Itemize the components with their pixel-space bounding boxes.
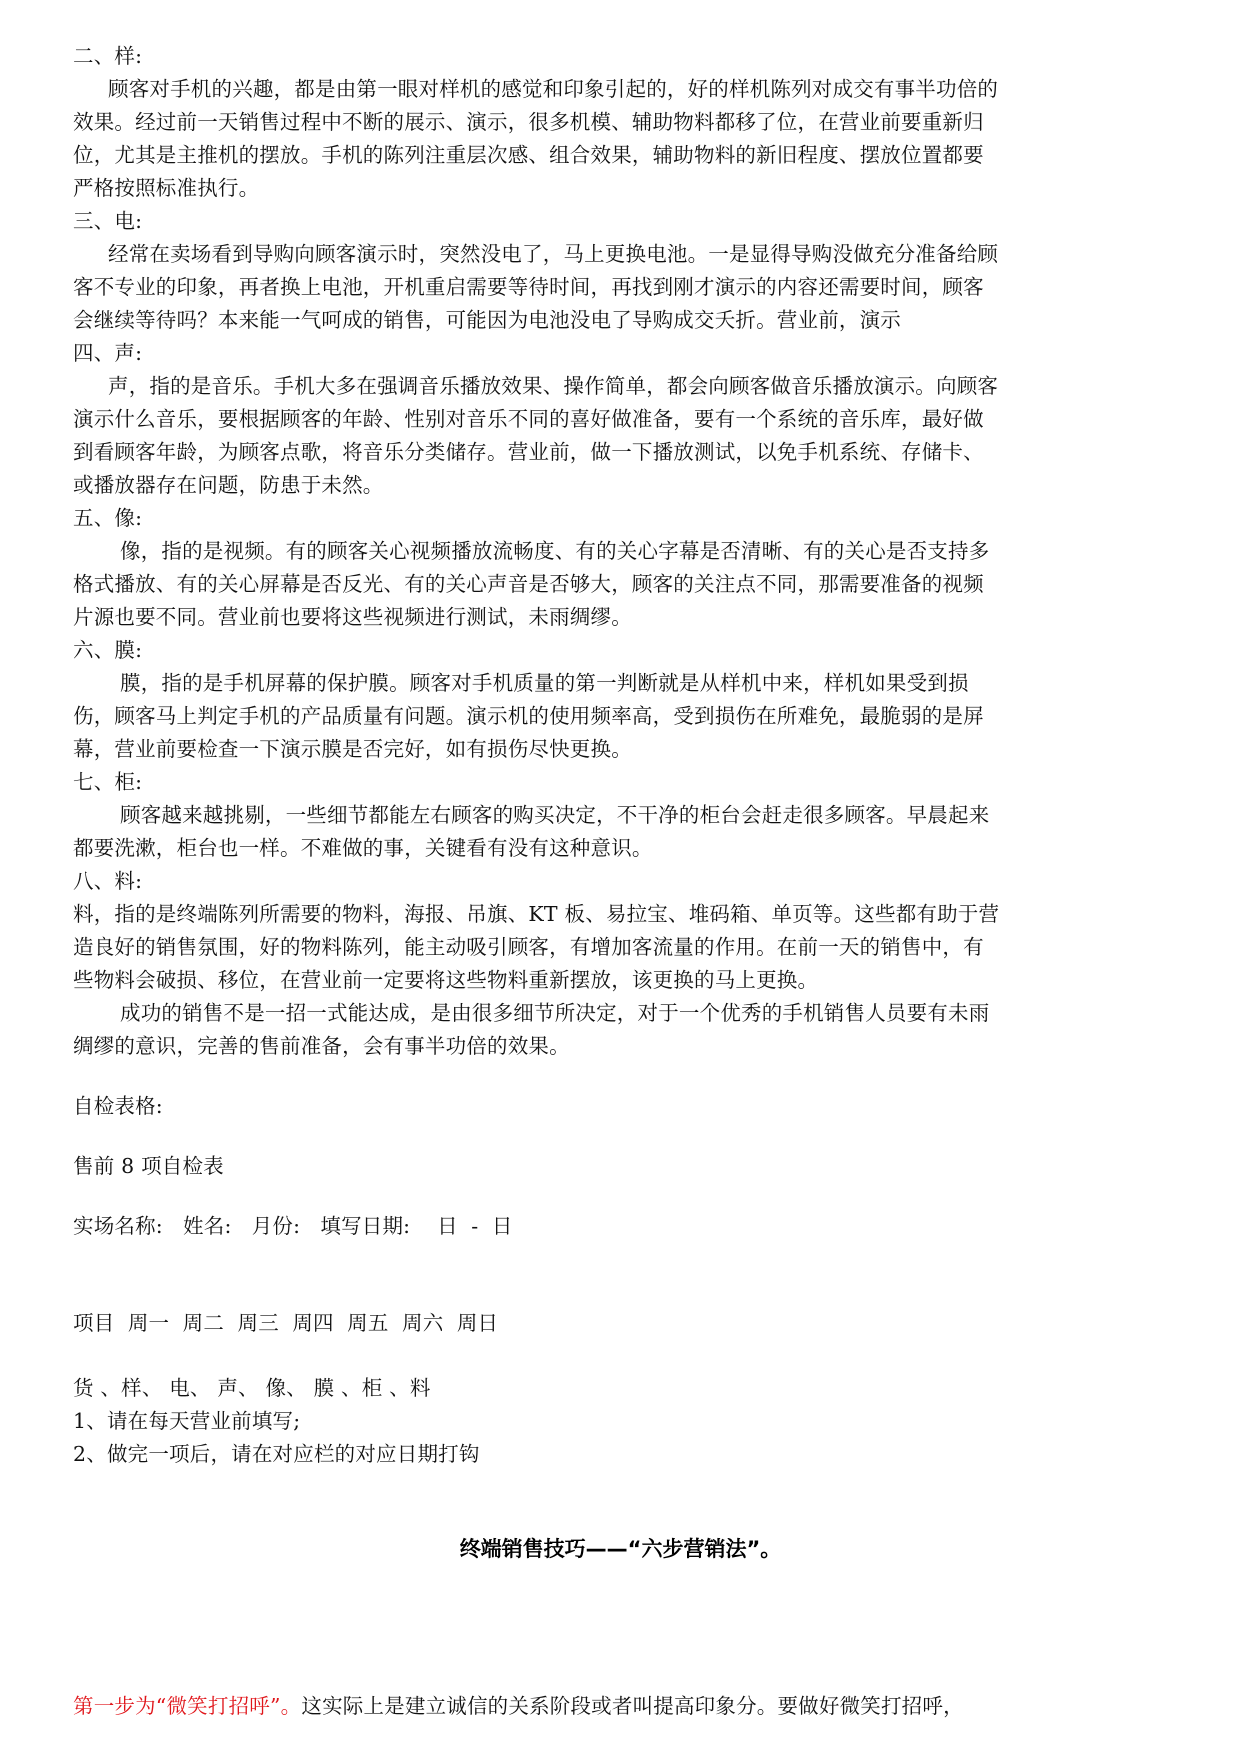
checklist-note: 1、请在每天营业前填写; [73, 1409, 301, 1433]
paragraph-line: 伤，顾客马上判定手机的产品质量有问题。演示机的使用频率高，受到损伤在所难免，最脆弱的是屏 [73, 704, 984, 728]
checklist-items-row: 货 、样、 电、 声、 像、 膜 、柜 、料 [73, 1376, 431, 1400]
paragraph-line: 客不专业的印象，再者换上电池，开机重启需要等待时间，再找到刚才演示的内容还需要时间，顾客 [73, 275, 984, 299]
paragraph-line: 顾客越来越挑剔，一些细节都能左右顾客的购买决定，不干净的柜台会赶走很多顾客。早晨起来 [120, 803, 990, 827]
step-1-label: 第一步为“微笑打招呼”。 [73, 1694, 302, 1718]
section-heading-power: 三、电: [73, 209, 143, 233]
section-heading-counter: 七、柜: [73, 770, 143, 794]
checklist-note: 2、做完一项后，请在对应栏的对应日期打钩 [73, 1442, 480, 1466]
step-1-line [73, 1690, 1178, 1723]
paragraph-line: 造良好的销售氛围，好的物料陈列，能主动吸引顾客，有增加客流量的作用。在前一天的销售中，有 [73, 935, 984, 959]
paragraph-line: 声，指的是音乐。手机大多在强调音乐播放效果、操作简单，都会向顾客做音乐播放演示。向顾客 [108, 374, 999, 398]
section-heading-sound: 四、声: [73, 341, 143, 365]
step-1-text: 这实际上是建立诚信的关系阶段或者叫提高印象分。要做好微笑打招呼， [301, 1694, 964, 1718]
paragraph-line: 位，尤其是主推机的摆放。手机的陈列注重层次感、组合效果，辅助物料的新旧程度、摆放位置都要 [73, 143, 984, 167]
checklist-info-row: 实场名称: 姓名: 月份: 填写日期: 日 - 日 [73, 1214, 513, 1238]
paragraph-line: 效果。经过前一天销售过程中不断的展示、演示，很多机模、辅助物料都移了位，在营业前要重新归 [73, 110, 984, 134]
paragraph-line: 经常在卖场看到导购向顾客演示时，突然没电了，马上更换电池。一是显得导购没做充分准备给顾 [108, 242, 999, 266]
paragraph-line: 到看顾客年龄，为顾客点歌，将音乐分类储存。营业前，做一下播放测试，以免手机系统、存储卡、 [73, 440, 984, 464]
paragraph-line: 幕，营业前要检查一下演示膜是否完好，如有损伤尽快更换。 [73, 737, 632, 761]
chapter-title: 终端销售技巧——“六步营销法”。 [459, 1537, 782, 1561]
paragraph-line: 片源也要不同。营业前也要将这些视频进行测试，未雨绸缪。 [73, 605, 632, 629]
paragraph-line: 像，指的是视频。有的顾客关心视频播放流畅度、有的关心字幕是否清晰、有的关心是否支持多 [120, 539, 990, 563]
section-heading-material: 八、料: [73, 869, 143, 893]
conclusion-line: 绸缪的意识，完善的售前准备，会有事半功倍的效果。 [73, 1034, 570, 1058]
paragraph-line: 或播放器存在问题，防患于未然。 [73, 473, 384, 497]
paragraph-line: 料，指的是终端陈列所需要的物料，海报、吊旗、KT 板、易拉宝、堆码箱、单页等。这些都有助于营 [73, 902, 1000, 926]
conclusion-line: 成功的销售不是一招一式能达成，是由很多细节所决定，对于一个优秀的手机销售人员要有未雨 [120, 1001, 990, 1025]
paragraph-line: 严格按照标准执行。 [73, 176, 260, 200]
paragraph-line: 都要洗漱，柜台也一样。不难做的事，关键看有没有这种意识。 [73, 836, 653, 860]
checklist-table-title: 售前 8 项自检表 [73, 1154, 224, 1178]
section-heading-video: 五、像: [73, 506, 143, 530]
section-heading-sample: 二、样: [73, 44, 143, 68]
checklist-label: 自检表格: [73, 1094, 163, 1118]
paragraph-line: 格式播放、有的关心屏幕是否反光、有的关心声音是否够大，顾客的关注点不同，那需要准备的视频 [73, 572, 984, 596]
paragraph-line: 膜，指的是手机屏幕的保护膜。顾客对手机质量的第一判断就是从样机中来，样机如果受到损 [120, 671, 969, 695]
paragraph-line: 顾客对手机的兴趣，都是由第一眼对样机的感觉和印象引起的，好的样机陈列对成交有事半功倍的 [108, 77, 999, 101]
paragraph-line: 些物料会破损、移位，在营业前一定要将这些物料重新摆放，该更换的马上更换。 [73, 968, 819, 992]
paragraph-line: 会继续等待吗？本来能一气呵成的销售，可能因为电池没电了导购成交夭折。营业前，演示 [73, 308, 901, 332]
paragraph-line: 演示什么音乐，要根据顾客的年龄、性别对音乐不同的喜好做准备，要有一个系统的音乐库，最好做 [73, 407, 984, 431]
checklist-header-row: 项目 周一 周二 周三 周四 周五 周六 周日 [73, 1311, 499, 1335]
section-heading-film: 六、膜: [73, 638, 143, 662]
